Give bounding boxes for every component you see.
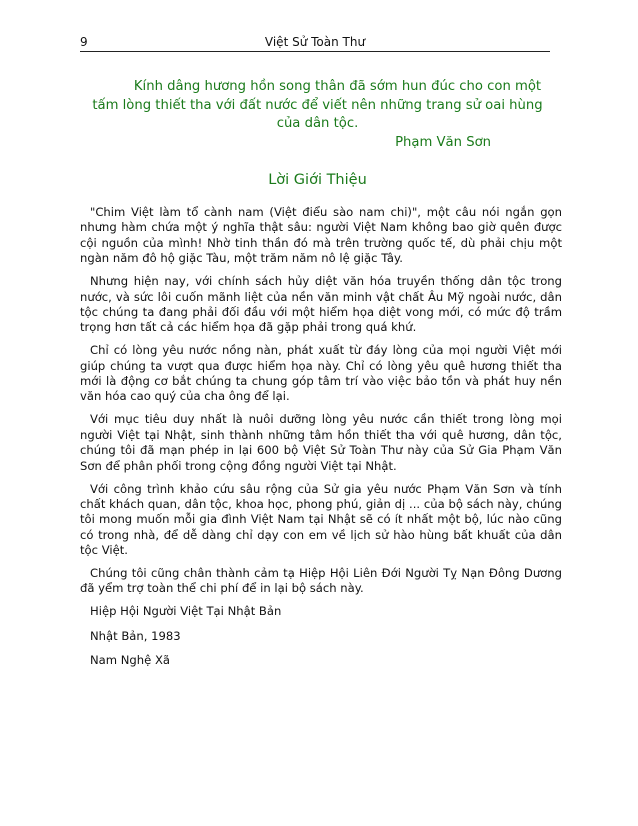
dedication-author: Phạm Văn Sơn xyxy=(395,134,491,150)
paragraph: Chỉ có lòng yêu nước nồng nàn, phát xuất từ đáy lòng của mọi người Việt mới giúp chúng ta vượt qua được hiểm họa này. Chỉ có lòng yêu quê hương thiết tha mới là động cơ bắt chúng ta chung góp tâm trí vào việc bảo tồn và phát huy nền văn hóa cao quý của cha ông để lại. xyxy=(80,343,562,404)
page-number: 9 xyxy=(80,35,88,49)
paragraph: Với mục tiêu duy nhất là nuôi dưỡng lòng yêu nước cần thiết trong lòng mọi người Việt tại Nhật, sinh thành những tâm hồn thiết tha với quê hương, dân tộc, chúng tôi đã mạn phép in lại 600 bộ Việt Sử Toàn Thư này của Sử Gia Phạm Văn Sơn để phân phối trong cộng đồng người Việt tại Nhật. xyxy=(80,412,562,473)
paragraph: Với công trình khảo cứu sâu rộng của Sử gia yêu nước Phạm Văn Sơn và tính chất khách quan, dân tộc, khoa học, phong phú, giản dị ... của bộ sách này, chúng tôi mong muốn mỗi gia đình Việt Nam tại Nhật sẽ có ít nhất một bộ, lúc nào cũng có trong nhà, để dễ dàng chỉ dạy con em về lịch sử hào hùng bất khuất của dân tộc Việt. xyxy=(80,481,562,558)
signature-organization: Hiệp Hội Người Việt Tại Nhật Bản xyxy=(90,604,282,619)
dedication-text: Kính dâng hương hồn song thân đã sớm hun đúc cho con một tấm lòng thiết tha với đất nước để viết nên những trang sử oai hùng của dân tộc. xyxy=(92,79,543,131)
page-header xyxy=(80,29,550,52)
paragraph: Nhưng hiện nay, với chính sách hủy diệt văn hóa truyền thống dân tộc trong nước, và sức lôi cuốn mãnh liệt của nền văn minh vật chất Âu Mỹ ngoài nước, dân tộc chúng ta đang phải đối đầu với một hiểm họa diệt vong mới, có mức độ trầm trọng hơn tất cả các hiểm họa đã gặp phải trong quá khứ. xyxy=(80,274,562,335)
dedication xyxy=(80,78,555,152)
paragraph: Chúng tôi cũng chân thành cảm tạ Hiệp Hội Liên Đới Người Tỵ Nạn Đông Dương đã yểm trợ toàn thể chi phí để in lại bộ sách này. xyxy=(80,566,562,596)
signature-publisher: Nam Nghệ Xã xyxy=(90,653,171,668)
book-title: Việt Sử Toàn Thư xyxy=(264,35,366,49)
signature-place-date: Nhật Bản, 1983 xyxy=(90,628,181,643)
section-title: Lời Giới Thiệu xyxy=(268,172,367,188)
paragraph: "Chim Việt làm tổ cành nam (Việt điểu sào nam chi)", một câu nói ngắn gọn nhưng hàm chứa một ý nghĩa thật sâu: người Việt Nam không bao giờ quên được cội nguồn của mình! Nhờ tinh thần đó mà trên trường quốc tế, dù phải chịu một ngàn năm đô hộ giặc Tàu, một trăm năm nô lệ giặc Tây. xyxy=(80,205,562,266)
body-text xyxy=(80,205,562,678)
